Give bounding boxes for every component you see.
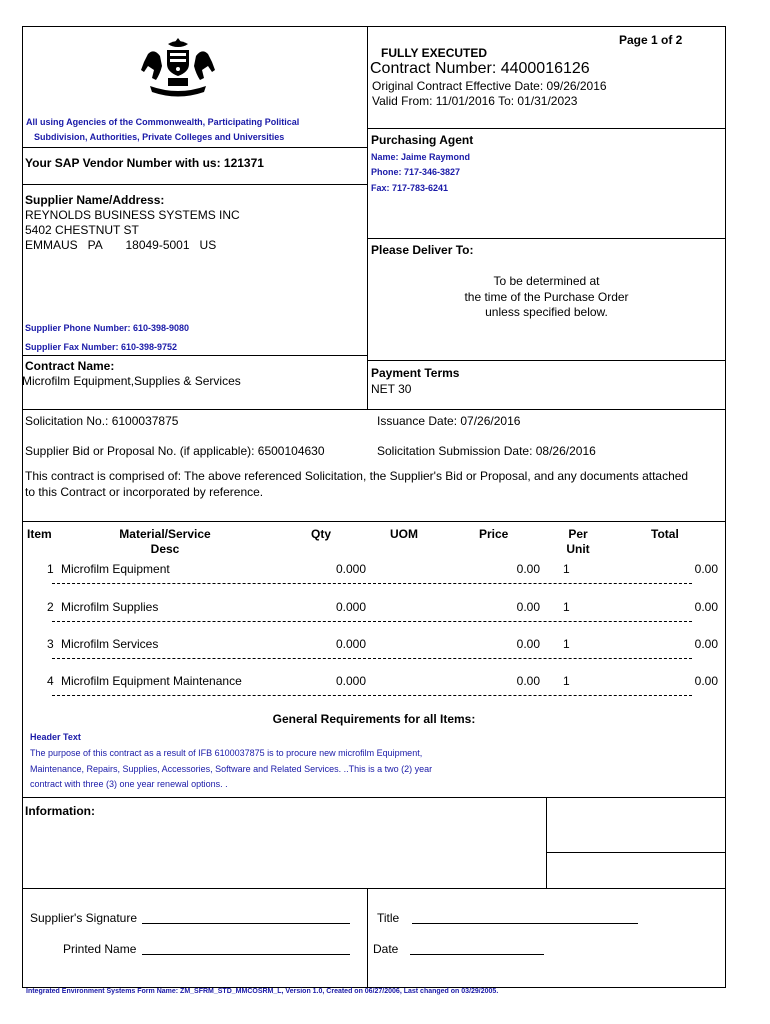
row-per-unit: 1 [563,562,570,576]
header-text-heading: Header Text [30,732,81,742]
row-total: 0.00 [694,600,718,614]
submission-date: Solicitation Submission Date: 08/26/2016 [377,444,596,458]
header-desc-2: Desc [150,542,180,556]
comprised-line-2: to this Contract or incorporated by reference. [25,485,264,499]
frame-left [22,26,23,988]
row-price: 0.00 [516,674,540,688]
row-description: Microfilm Equipment [61,562,170,576]
row-item-number: 2 [47,600,54,614]
row-total: 0.00 [694,562,718,576]
printed-name-label: Printed Name [63,942,137,956]
contract-name-value: Microfilm Equipment,Supplies & Services [22,374,241,388]
header-desc-1: Material/Service [119,527,211,541]
suppliers-signature-label: Supplier's Signature [30,911,138,925]
signature-divider [367,888,368,988]
row-separator [52,583,692,590]
contract-number: Contract Number: 4400016126 [370,60,590,77]
agent-fax: Fax: 717-783-6241 [371,183,449,193]
divider-left-2 [22,184,368,185]
header-qty: Qty [311,527,332,541]
header-price: Price [479,527,509,541]
header-per-1: Per [568,527,588,541]
date-line[interactable] [410,954,544,955]
divider-info-right [546,852,726,853]
row-item-number: 4 [47,674,54,688]
header-text-line-3: contract with three (3) one year renewal options. . [30,779,228,789]
deliver-heading: Please Deliver To: [371,243,474,257]
header-uom: UOM [390,527,418,541]
divider-full-2 [22,521,726,522]
header-text-line-1: The purpose of this contract as a result of IFB 6100037875 is to procure new microfilm Equipment, [30,748,423,758]
row-description: Microfilm Supplies [61,600,159,614]
valid-dates: Valid From: 11/01/2016 To: 01/31/2023 [372,94,578,108]
printed-name-line[interactable] [142,954,350,955]
row-total: 0.00 [694,637,718,651]
header-item: Item [27,527,52,541]
frame-top [22,26,726,27]
frame-right [725,26,726,988]
date-label: Date [373,942,399,956]
row-per-unit: 1 [563,637,570,651]
vendor-number: Your SAP Vendor Number with us: 121371 [25,156,264,170]
header-per-2: Unit [566,542,590,556]
row-item-number: 1 [47,562,54,576]
row-total: 0.00 [694,674,718,688]
divider-full-1 [22,409,726,410]
footer-form-info: Integrated Environment Systems Form Name: ZM_SFRM_STD_MMCOSRM_L, Version 1.0, Created on 06/27/2006, Last changed on 03/29/2005. [26,988,499,995]
supplier-street: 5402 CHESTNUT ST [25,223,139,237]
row-qty: 0.000 [336,637,367,651]
divider-left-1 [22,147,368,148]
payment-terms-heading: Payment Terms [371,366,460,380]
row-per-unit: 1 [563,674,570,688]
agencies-line-1: All using Agencies of the Commonwealth, Participating Political [26,117,300,127]
row-qty: 0.000 [336,562,367,576]
row-price: 0.00 [516,600,540,614]
supplier-heading: Supplier Name/Address: [25,193,165,207]
comprised-line-1: This contract is comprised of: The above referenced Solicitation, the Supplier's Bid or Proposal, and any documents attached [25,469,689,483]
row-price: 0.00 [516,637,540,651]
divider-right-1 [367,128,726,129]
row-qty: 0.000 [336,600,367,614]
information-label: Information: [25,804,95,818]
deliver-line-2: the time of the Purchase Order [464,290,629,304]
info-vertical-divider [546,797,547,889]
agent-phone: Phone: 717-346-3827 [371,167,461,177]
row-separator [52,658,692,665]
supplier-city: EMMAUS PA 18049-5001 US [25,238,217,252]
commonwealth-seal-icon [138,36,218,102]
solicitation-number: Solicitation No.: 6100037875 [25,414,179,428]
status-label: FULLY EXECUTED [381,46,488,60]
bid-number: Supplier Bid or Proposal No. (if applicable): 6500104630 [25,444,325,458]
divider-full-3 [22,797,726,798]
payment-terms-value: NET 30 [371,382,412,396]
supplier-name: REYNOLDS BUSINESS SYSTEMS INC [25,208,240,222]
divider-full-4 [22,888,726,889]
row-price: 0.00 [516,562,540,576]
divider-left-3 [22,355,368,356]
page-indicator: Page 1 of 2 [619,33,683,47]
row-qty: 0.000 [336,674,367,688]
purchasing-agent-heading: Purchasing Agent [371,133,474,147]
suppliers-signature-line[interactable] [142,923,350,924]
issuance-date: Issuance Date: 07/26/2016 [377,414,521,428]
row-per-unit: 1 [563,600,570,614]
title-label: Title [377,911,400,925]
row-description: Microfilm Equipment Maintenance [61,674,242,688]
row-item-number: 3 [47,637,54,651]
row-description: Microfilm Services [61,637,159,651]
general-requirements-heading: General Requirements for all Items: [272,712,476,726]
row-separator [52,695,692,702]
header-total: Total [651,527,679,541]
supplier-phone: Supplier Phone Number: 610-398-9080 [25,323,190,333]
row-separator [52,621,692,628]
agent-name: Name: Jaime Raymond [371,152,471,162]
divider-right-2 [367,238,726,239]
effective-date: Original Contract Effective Date: 09/26/2016 [372,79,607,93]
deliver-line-1: To be determined at [493,274,600,288]
divider-right-3 [367,360,726,361]
title-line[interactable] [412,923,638,924]
deliver-line-3: unless specified below. [485,305,608,319]
header-text-line-2: Maintenance, Repairs, Supplies, Accessories, Software and Related Services. ..This is a two (2) year [30,764,433,774]
agencies-line-2: Subdivision, Authorities, Private Colleges and Universities [34,132,285,142]
contract-name-heading: Contract Name: [25,359,115,373]
supplier-fax: Supplier Fax Number: 610-398-9752 [25,342,178,352]
column-divider [367,26,368,410]
